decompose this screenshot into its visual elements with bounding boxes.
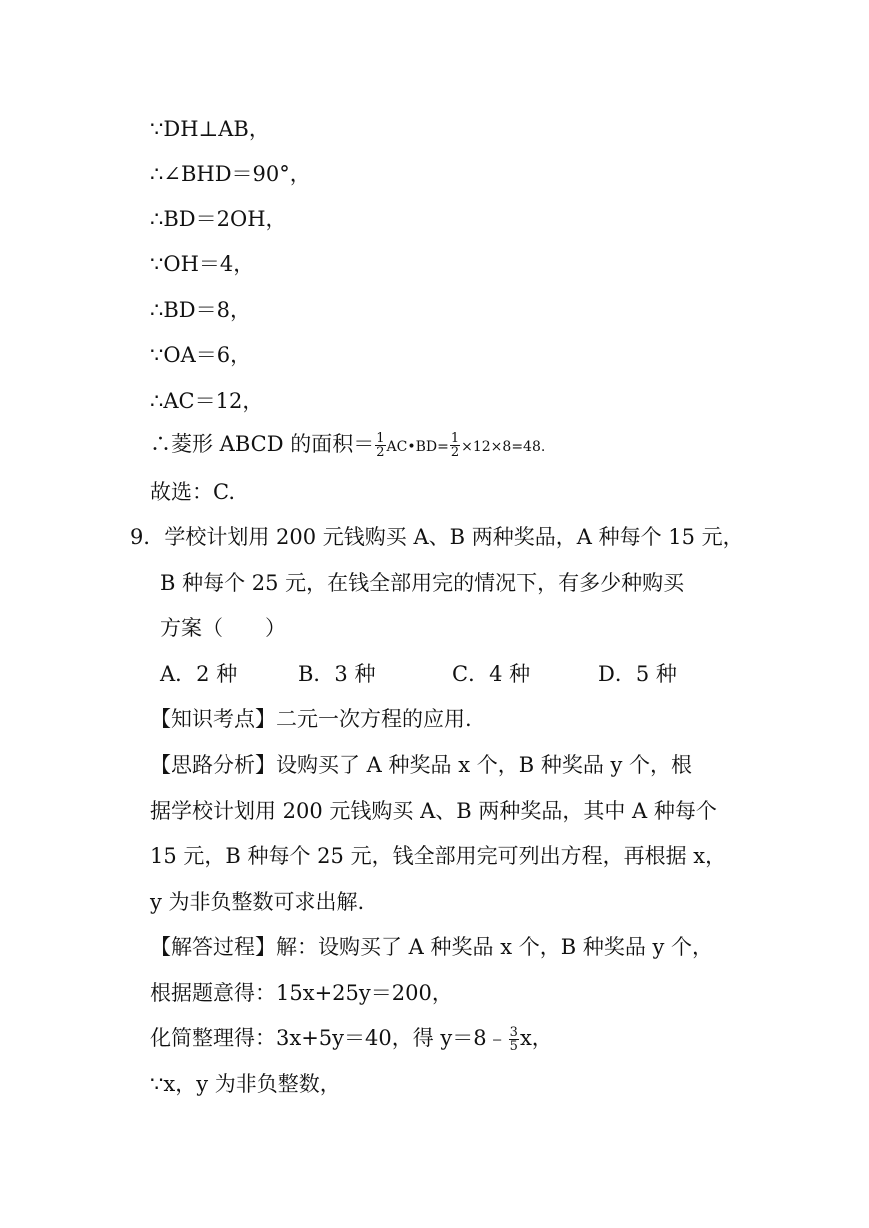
area-mid: AC•BD=	[386, 439, 449, 455]
option-a: A．2 种	[160, 662, 238, 686]
fraction-numerator: 1	[376, 431, 385, 446]
solution-3-prefix: 化简整理得：3x+5y＝40，得 y＝8﹣	[150, 1026, 508, 1050]
solution-line-3	[150, 1024, 553, 1053]
solution-3-suffix: x，	[519, 1026, 553, 1050]
line-angle-bhd: ∴∠BHD＝90°，	[150, 162, 311, 186]
solution-line-2: 根据题意得：15x+25y＝200，	[150, 981, 453, 1005]
fraction-three-fifths	[509, 1026, 519, 1053]
line-oa-6: ∵OA＝6，	[150, 343, 252, 367]
option-d: D．5 种	[598, 662, 677, 686]
area-prefix: ∴菱形 ABCD 的面积＝	[150, 432, 375, 456]
question-9-line-3: 方案（ ）	[160, 616, 286, 640]
fraction-half-1	[375, 432, 385, 459]
area-suffix: ×12×8=48.	[461, 439, 546, 455]
thinking-line-4: y 为非负整数可求出解.	[150, 890, 365, 914]
line-bd-8: ∴BD＝8，	[150, 298, 251, 322]
line-ac-12: ∴AC＝12，	[150, 389, 264, 413]
line-oh-4: ∵OH＝4，	[150, 252, 255, 276]
question-9-line-2: B 种每个 25 元，在钱全部用完的情况下，有多少种购买	[160, 571, 685, 595]
line-rhombus-area	[150, 430, 545, 461]
question-9-line-1: 9．学校计划用 200 元钱购买 A、B 两种奖品，A 种每个 15 元，	[130, 525, 744, 549]
fraction-numerator: 3	[509, 1025, 518, 1040]
knowledge-point: 【知识考点】二元一次方程的应用.	[150, 707, 472, 731]
fraction-numerator: 1	[450, 431, 460, 446]
question-9-options	[0, 660, 869, 688]
fraction-denominator: 5	[509, 1039, 518, 1054]
fraction-denominator: 2	[376, 445, 385, 460]
solution-line-1: 【解答过程】解：设购买了 A 种奖品 x 个，B 种奖品 y 个，	[150, 935, 714, 959]
line-bd-2oh: ∴BD＝2OH，	[150, 207, 287, 231]
line-answer-c: 故选：C.	[150, 480, 235, 504]
line-dh-perp-ab: ∵DH⊥AB，	[150, 117, 270, 141]
fraction-half-2	[450, 432, 460, 459]
thinking-line-2: 据学校计划用 200 元钱购买 A、B 两种奖品，其中 A 种每个	[150, 799, 717, 823]
fraction-denominator: 2	[450, 445, 460, 460]
thinking-line-3: 15 元，B 种每个 25 元，钱全部用完可列出方程，再根据 x，	[150, 844, 727, 868]
solution-line-4: ∵x，y 为非负整数，	[150, 1072, 341, 1096]
option-c: C．4 种	[452, 662, 531, 686]
option-b: B．3 种	[298, 662, 376, 686]
thinking-line-1: 【思路分析】设购买了 A 种奖品 x 个，B 种奖品 y 个，根	[150, 753, 693, 777]
